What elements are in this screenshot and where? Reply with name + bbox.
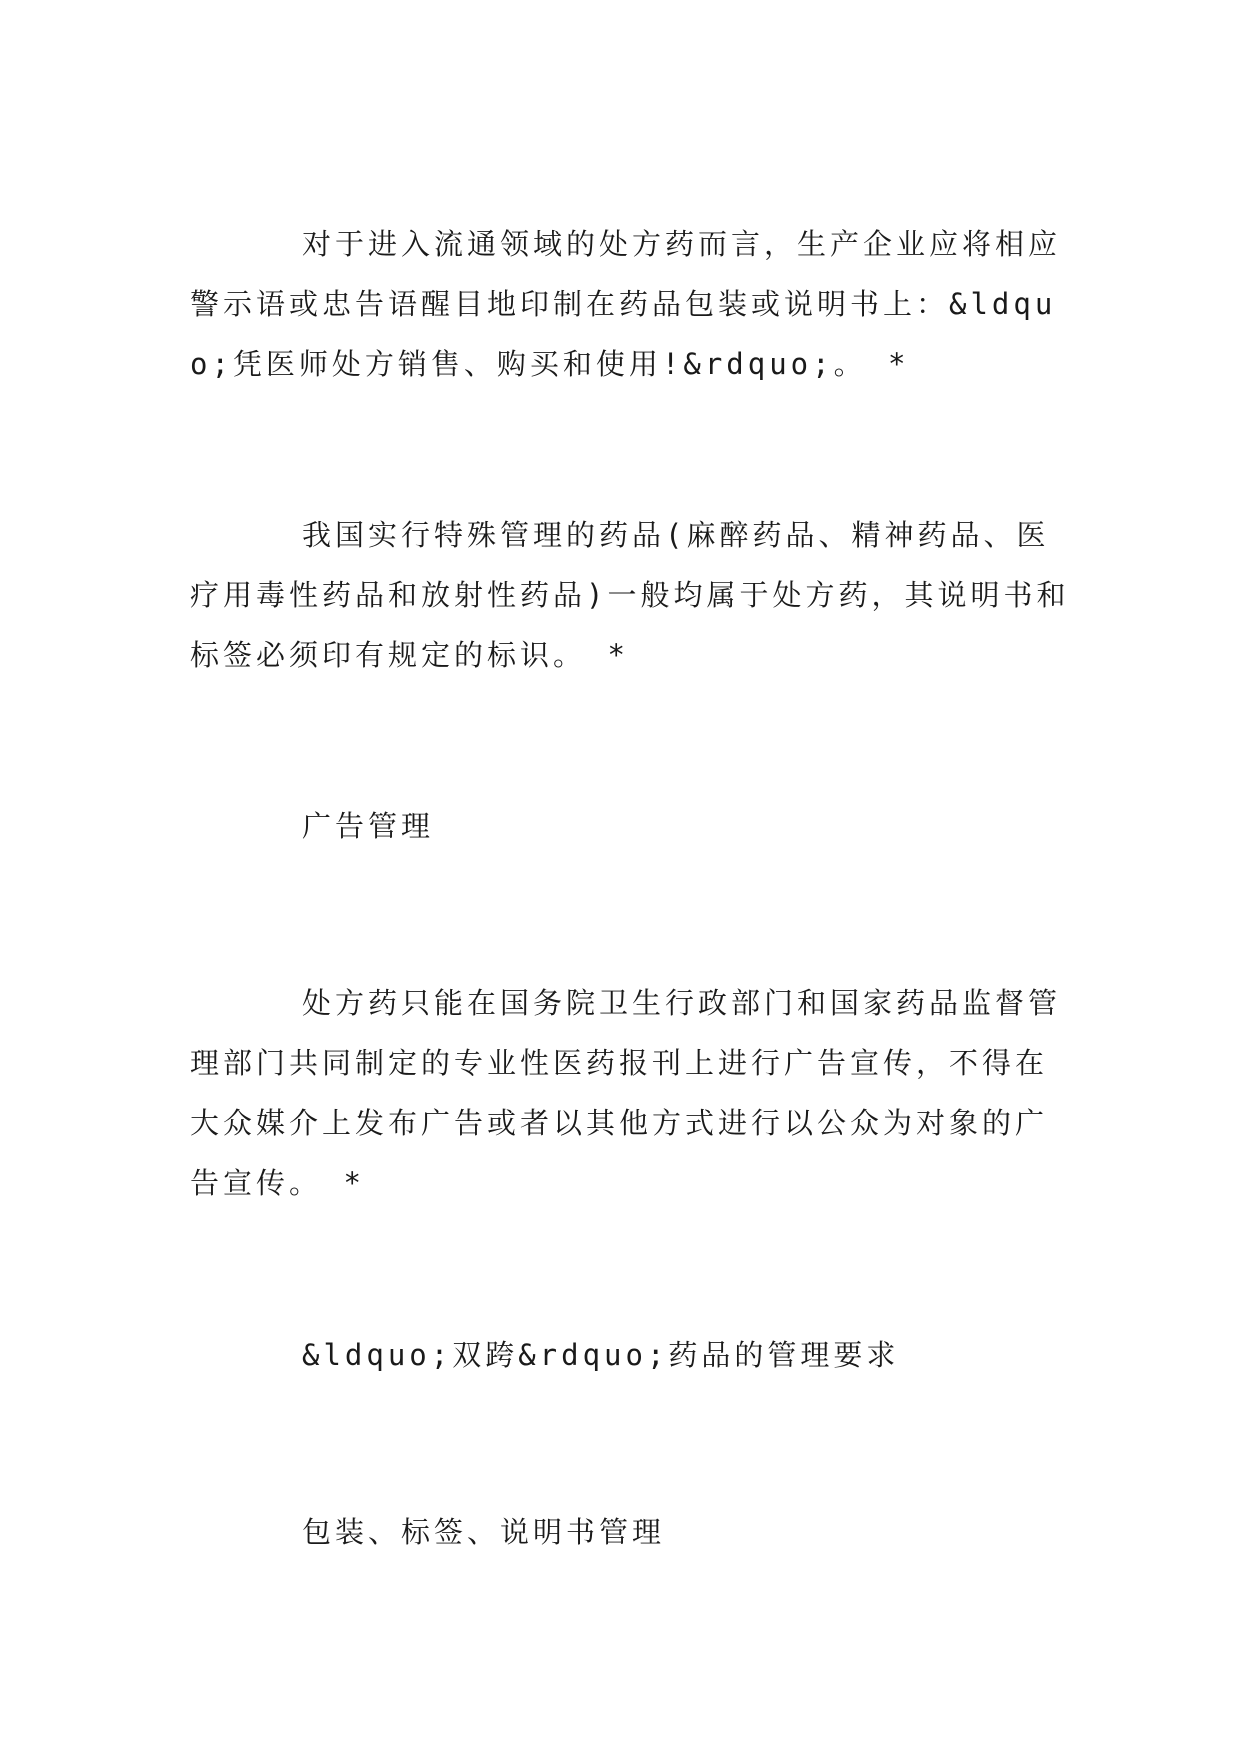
- heading-advertising: 广告管理: [302, 809, 435, 843]
- heading-packaging: 包装、标签、说明书管理: [302, 1515, 666, 1549]
- heading-dual-drugs: &ldquo;双跨&rdquo;药品的管理要求: [302, 1338, 900, 1372]
- paragraph-special-drugs: 我国实行特殊管理的药品(麻醉药品、精神药品、医疗用毒性药品和放射性药品)一般均属于处方药，其说明书和标签必须印有规定的标识。 *: [190, 518, 1070, 672]
- paragraph-prescription-warning: 对于进入流通领域的处方药而言，生产企业应将相应警示语或忠告语醒目地印制在药品包装或说明书上：&ldquo;凭医师处方销售、购买和使用!&rdquo;。 *: [190, 227, 1062, 381]
- paragraph-advertising-rules: 处方药只能在国务院卫生行政部门和国家药品监督管理部门共同制定的专业性医药报刊上进行广告宣传，不得在大众媒介上发布广告或者以其他方式进行以公众为对象的广告宣传。 *: [190, 986, 1062, 1200]
